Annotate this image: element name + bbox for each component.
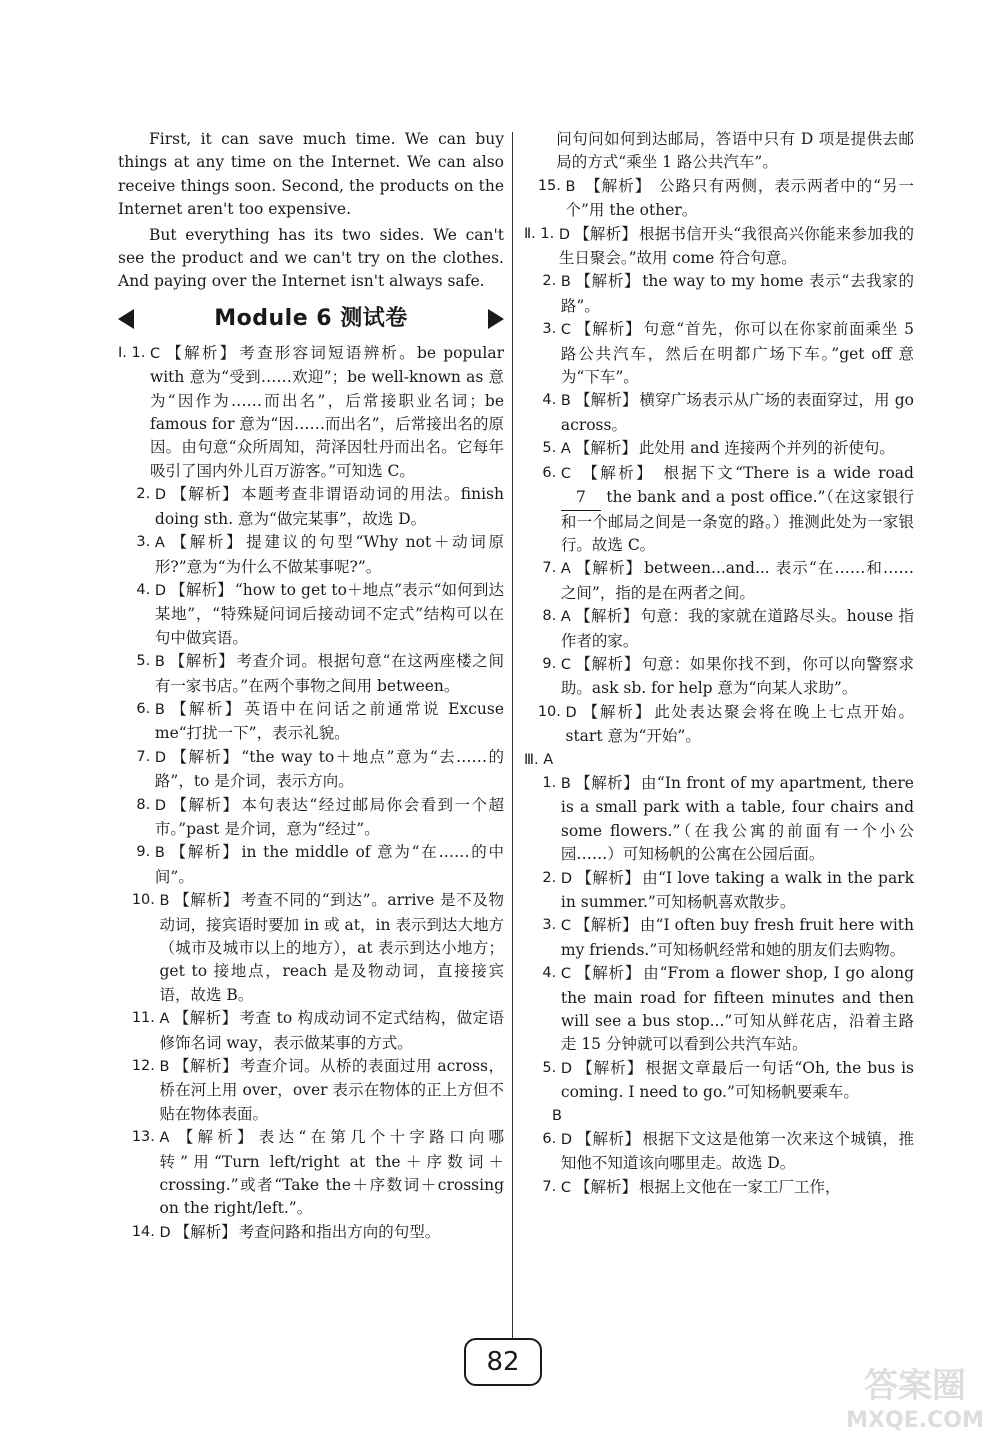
analysis-tag: 【解析】	[575, 320, 642, 339]
analysis-text: 表达“在第几个十字路口向哪转”用“Turn left/right at the＋序数词＋crossing.”或者“Take the＋序数词＋crossing on the right/left.”。	[159, 1128, 504, 1218]
analysis-text: in the middle of 意为“在……的中间”。	[154, 843, 504, 886]
answer-item	[118, 1221, 504, 1245]
answer-letter: A	[159, 1011, 170, 1028]
analysis-tag: 【解析】	[170, 795, 240, 814]
section-2-answers	[524, 223, 914, 462]
item-number: 14.	[118, 1223, 160, 1240]
item-number: 9.	[118, 844, 155, 861]
item-number: 2.	[524, 273, 561, 290]
answer-letter: C	[560, 465, 572, 482]
column-divider	[512, 132, 513, 1338]
item-number: 7.	[524, 560, 561, 577]
item-number: 13.	[118, 1129, 160, 1146]
answer-letter: B	[154, 845, 165, 862]
answer-letter: D	[154, 487, 167, 504]
answer-item	[118, 746, 504, 794]
section-3a-answers	[524, 772, 914, 1105]
answer-item	[118, 342, 504, 483]
analysis-tag: 【解析】	[576, 868, 641, 887]
item-number: 4.	[524, 392, 561, 409]
watermark-logo	[840, 1355, 990, 1435]
item-number: 2.	[118, 486, 155, 503]
analysis-tag: 【解析】	[575, 964, 642, 983]
answer-letter: D	[154, 582, 167, 599]
answer-letter: A	[154, 535, 165, 552]
svg-text:MXQE.COM: MXQE.COM	[846, 1408, 984, 1433]
answer-letter: D	[159, 1224, 171, 1241]
analysis-tag: 【解析】	[168, 533, 245, 552]
answer-letter: D	[560, 870, 573, 887]
answer-letter: B	[560, 775, 571, 792]
item-number: 11.	[118, 1010, 160, 1027]
analysis-text: 由“I love taking a walk in the park in summer.”可知杨帆喜欢散步。	[560, 868, 914, 911]
answer-letter: C	[560, 322, 572, 339]
analysis-tag: 【解析】	[170, 485, 240, 504]
answer-item	[524, 389, 914, 437]
analysis-tag: 【解析】	[576, 1058, 644, 1077]
answer-letter: C	[560, 918, 572, 935]
blank-number: 7	[561, 486, 601, 510]
analysis-text-pre: 根据下文“There is a wide road	[663, 463, 914, 482]
answer-item-6-blank	[524, 462, 914, 558]
analysis-tag: 【解析】	[168, 652, 235, 671]
answer-letter: C	[560, 966, 572, 983]
item-number: 1.	[524, 774, 561, 791]
analysis-tag: 【解析】	[575, 654, 640, 673]
analysis-text: 根据书信开头“我很高兴你能来参加我的生日聚会。”故用 come 符合句意。	[558, 224, 914, 268]
answer-letter: A	[560, 561, 571, 578]
answer-item-15	[524, 175, 914, 223]
analysis-tag: 【解析】	[173, 1057, 238, 1076]
item-number: 9.	[524, 655, 561, 672]
module-title: Module 6 测试卷	[214, 306, 408, 332]
analysis-text: 根据上文他在一家工厂工作，	[639, 1177, 841, 1196]
analysis-tag: 【解析】	[168, 843, 240, 862]
answer-item	[524, 318, 914, 389]
item-number: 5.	[524, 1059, 561, 1076]
triangle-left-icon	[118, 309, 134, 329]
item-number: 3.	[118, 534, 155, 551]
answer-item	[118, 698, 504, 746]
answer-letter: A	[560, 441, 571, 458]
analysis-text: 由“In front of my apartment, there is a small park with a table, four chairs and some flowers.”（在我公寓的前面有一个小公园……）可知杨帆的公寓在公园后面。	[560, 773, 914, 864]
analysis-text: 本题考查非谓语动词的用法。finish doing sth. 意为“做完某事”，故选 D。	[154, 485, 504, 528]
continued-text: 问句问如何到达邮局，答语中只有 D 项是提供去邮局的方式“乘坐 1 路公共汽车”。	[556, 130, 914, 172]
analysis-tag: 【解析】	[173, 891, 239, 910]
answer-letter: B	[560, 393, 571, 410]
svg-text:答案圈: 答案圈	[864, 1366, 966, 1406]
item-number: 3.	[524, 917, 561, 934]
analysis-text: 由“From a flower shop, I go along the main road for fifteen minutes and then will see a bus stop...”可知从鲜花店，沿着主路走 15 分钟就可以看到公共汽车站。	[560, 964, 914, 1054]
answer-item	[524, 1176, 914, 1200]
item-number: 10.	[524, 703, 566, 720]
answer-item	[118, 841, 504, 889]
answer-item	[524, 701, 914, 749]
analysis-tag: 【解析】	[575, 916, 638, 935]
answer-letter: D	[154, 749, 167, 766]
answer-item	[118, 483, 504, 531]
continued-explanation	[524, 128, 914, 175]
answer-letter: B	[159, 1059, 170, 1076]
module-heading	[118, 302, 504, 336]
analysis-tag: 【解析】	[580, 702, 653, 721]
answer-item	[118, 650, 504, 698]
item-number: 3.	[524, 321, 561, 338]
analysis-text: 由“I often buy fresh fruit here with my friends.”可知杨帆经常和她的朋友们去购物。	[560, 916, 914, 959]
answer-letter: D	[154, 797, 167, 814]
analysis-text: 英语中在问话之前通常说 Excuse me“打扰一下”，表示礼貌。	[154, 699, 504, 743]
right-column	[524, 128, 914, 1200]
analysis-text: 此处表达聚会将在晚上七点开始。start 意为“开始”。	[565, 702, 914, 746]
passage-paragraph-1: First, it can save much time. We can buy things at any time on the Internet. We can also receive things soon. Second, the products on the Internet aren't too expensive.	[118, 130, 504, 219]
analysis-tag: 【解析】	[585, 176, 652, 195]
analysis-text: 考查介词。根据句意“在这两座楼之间有一家书店。”在两个事物之间用 between。	[154, 652, 504, 695]
analysis-tag: 【解析】	[574, 391, 638, 410]
item-number: 7.	[118, 748, 155, 765]
answer-item	[118, 794, 504, 842]
analysis-text: 本句表达“经过邮局你会看到一个超市。”past 是介词，意为“经过”。	[154, 795, 504, 838]
item-number: 6.	[118, 700, 155, 717]
answer-letter: A	[560, 609, 571, 626]
section-3-label	[524, 749, 914, 772]
answer-letter: D	[560, 1060, 573, 1077]
item-number: 4.	[524, 965, 561, 982]
answer-letter: C	[560, 656, 572, 673]
analysis-tag: 【解析】	[574, 439, 637, 458]
analysis-text: 句意“首先，你可以在你家前面乘坐 5 路公共汽车，然后在明都广场下车。”get off 意为“下车”。	[560, 320, 914, 387]
answer-item	[524, 223, 914, 271]
answer-item	[524, 914, 914, 962]
analysis-tag: 【解析】	[173, 1009, 238, 1028]
answer-item	[524, 557, 914, 605]
section-3-heading: Ⅲ. A	[524, 751, 554, 768]
analysis-text: between...and... 表示“在……和……之间”，指的是在两者之间。	[560, 559, 914, 602]
item-number: 6.	[524, 1131, 561, 1148]
analysis-text: 考查 to 构成动词不定式结构，做定语修饰名词 way，表示做某事的方式。	[159, 1009, 504, 1052]
analysis-text: 根据下文这是他第一次来这个城镇，推知他不知道该向哪里走。故选 D。	[560, 1130, 914, 1173]
answer-item	[118, 889, 504, 1007]
analysis-tag: 【解析】	[575, 1177, 638, 1196]
answer-item	[524, 1057, 914, 1105]
item-number: 4.	[118, 581, 155, 598]
item-number: 7.	[524, 1178, 561, 1195]
answer-item	[118, 1126, 504, 1221]
section-3b-heading: B	[552, 1107, 562, 1124]
answer-item	[524, 270, 914, 318]
answer-letter: B	[154, 701, 165, 718]
triangle-right-icon	[488, 309, 504, 329]
answer-letter: A	[159, 1130, 170, 1147]
answer-item	[524, 772, 914, 867]
item-number: 2.	[524, 869, 561, 886]
item-number: 8.	[118, 796, 155, 813]
analysis-tag: 【解析】	[170, 747, 240, 766]
item-number: 10.	[118, 892, 160, 909]
page-number: 82	[464, 1338, 542, 1386]
answer-letter: D	[560, 1132, 573, 1149]
section-1-answers	[118, 342, 504, 1245]
answer-item	[524, 1128, 914, 1176]
item-number: 15.	[524, 177, 566, 194]
item-number: Ⅱ. 1.	[524, 225, 559, 242]
answer-item	[524, 867, 914, 915]
passage-paragraph-2: But everything has its two sides. We can't see the product and we can't try on the clothes. And paying over the Internet isn't always safe.	[118, 225, 504, 291]
answer-letter: D	[565, 704, 577, 721]
analysis-text: 此处用 and 连接两个并列的祈使句。	[638, 439, 895, 458]
answer-letter: B	[159, 893, 170, 910]
analysis-tag: 【解析】	[164, 343, 238, 362]
analysis-text: 考查介词。从桥的表面过用 across，桥在河上用 over，over 表示在物体的正上方但不贴在物体表面。	[159, 1057, 504, 1123]
left-column	[118, 128, 504, 1245]
answer-item	[524, 605, 914, 653]
section-2-answers-cont	[524, 557, 914, 748]
analysis-tag: 【解析】	[574, 559, 643, 578]
analysis-text: 考查问路和指出方向的句型。	[238, 1222, 441, 1241]
answer-letter: B	[560, 274, 571, 291]
answer-item	[524, 962, 914, 1057]
item-number: 5.	[118, 653, 155, 670]
answer-item	[118, 1055, 504, 1126]
analysis-text: 句意：如果你找不到，你可以向警察求助。ask sb. for help 意为“向某人求助”。	[560, 654, 914, 698]
analysis-text: “how to get to＋地点”表示“如何到达某地”，“特殊疑问词后接动词不定式”结构可以在句中做宾语。	[154, 580, 504, 647]
analysis-text: 提建议的句型“Why not＋动词原形?”意为“为什么不做某事呢?”。	[154, 533, 504, 576]
answer-item	[524, 437, 914, 461]
analysis-text: “the way to＋地点”意为“去……的路”，to 是介词，表示方向。	[154, 747, 504, 791]
answer-letter: C	[149, 345, 161, 362]
answer-item	[118, 579, 504, 650]
analysis-text: 考查不同的“到达”。arrive 是不及物动词，接宾语时要加 in 或 at，in 表示到达大地方（城市及城市以上的地方），at 表示到达小地方；get to 接地点，reach 是及物动词，直接接宾语，故选 B。	[159, 891, 504, 1004]
analysis-tag: 【解析】	[574, 773, 639, 792]
answer-letter: B	[154, 654, 165, 671]
item-number: 8.	[524, 608, 561, 625]
analysis-text: the way to my home 表示“去我家的路”。	[560, 272, 914, 315]
analysis-tag: 【解析】	[574, 272, 641, 291]
answer-letter: B	[565, 178, 576, 195]
analysis-tag: 【解析】	[170, 580, 233, 599]
analysis-tag: 【解析】	[576, 1130, 641, 1149]
analysis-tag: 【解析】	[174, 1222, 237, 1241]
answer-letter: C	[560, 1179, 572, 1196]
item-number: Ⅰ. 1.	[118, 344, 150, 361]
analysis-text: 考查形容词短语辨析。be popular with 意为“受到……欢迎”；be well-known as 意为“因作为……而出名”，后常接职业名词；be famous for 意为“因……而出名”，后常接出名的原因。由句意“众所周知，菏泽因牡丹而出名。它每年吸引了国内外儿百万游客。”可知选 C。	[149, 343, 504, 480]
analysis-tag: 【解析】	[573, 224, 638, 243]
analysis-text: 句意：我的家就在道路尽头。house 指作者的家。	[560, 607, 914, 650]
analysis-tag: 【解析】	[574, 607, 639, 626]
analysis-text: 横穿广场表示从广场的表面穿过，用 go across。	[560, 391, 914, 434]
analysis-tag: 【解析】	[582, 463, 655, 482]
analysis-tag: 【解析】	[168, 699, 243, 718]
item-number: 5.	[524, 440, 561, 457]
answer-letter: D	[558, 226, 570, 243]
answer-item	[118, 1007, 504, 1055]
answer-item	[524, 653, 914, 701]
section-3b-answers	[524, 1128, 914, 1200]
analysis-tag: 【解析】	[173, 1128, 257, 1147]
analysis-text-post: the bank and a post office.”（在这家银行和一个邮局之间是一条宽的路。）推测此处为一家银行。故选 C。	[560, 488, 914, 554]
section-3b-label	[524, 1105, 914, 1128]
analysis-text: 公路只有两侧，表示两者中的“另一个”用 the other。	[565, 176, 914, 220]
analysis-text: 根据文章最后一句话“Oh, the bus is coming. I need to go.”可知杨帆要乘车。	[560, 1058, 914, 1102]
item-number: 12.	[118, 1058, 160, 1075]
item-number: 6.	[524, 464, 561, 481]
answer-item	[118, 531, 504, 579]
